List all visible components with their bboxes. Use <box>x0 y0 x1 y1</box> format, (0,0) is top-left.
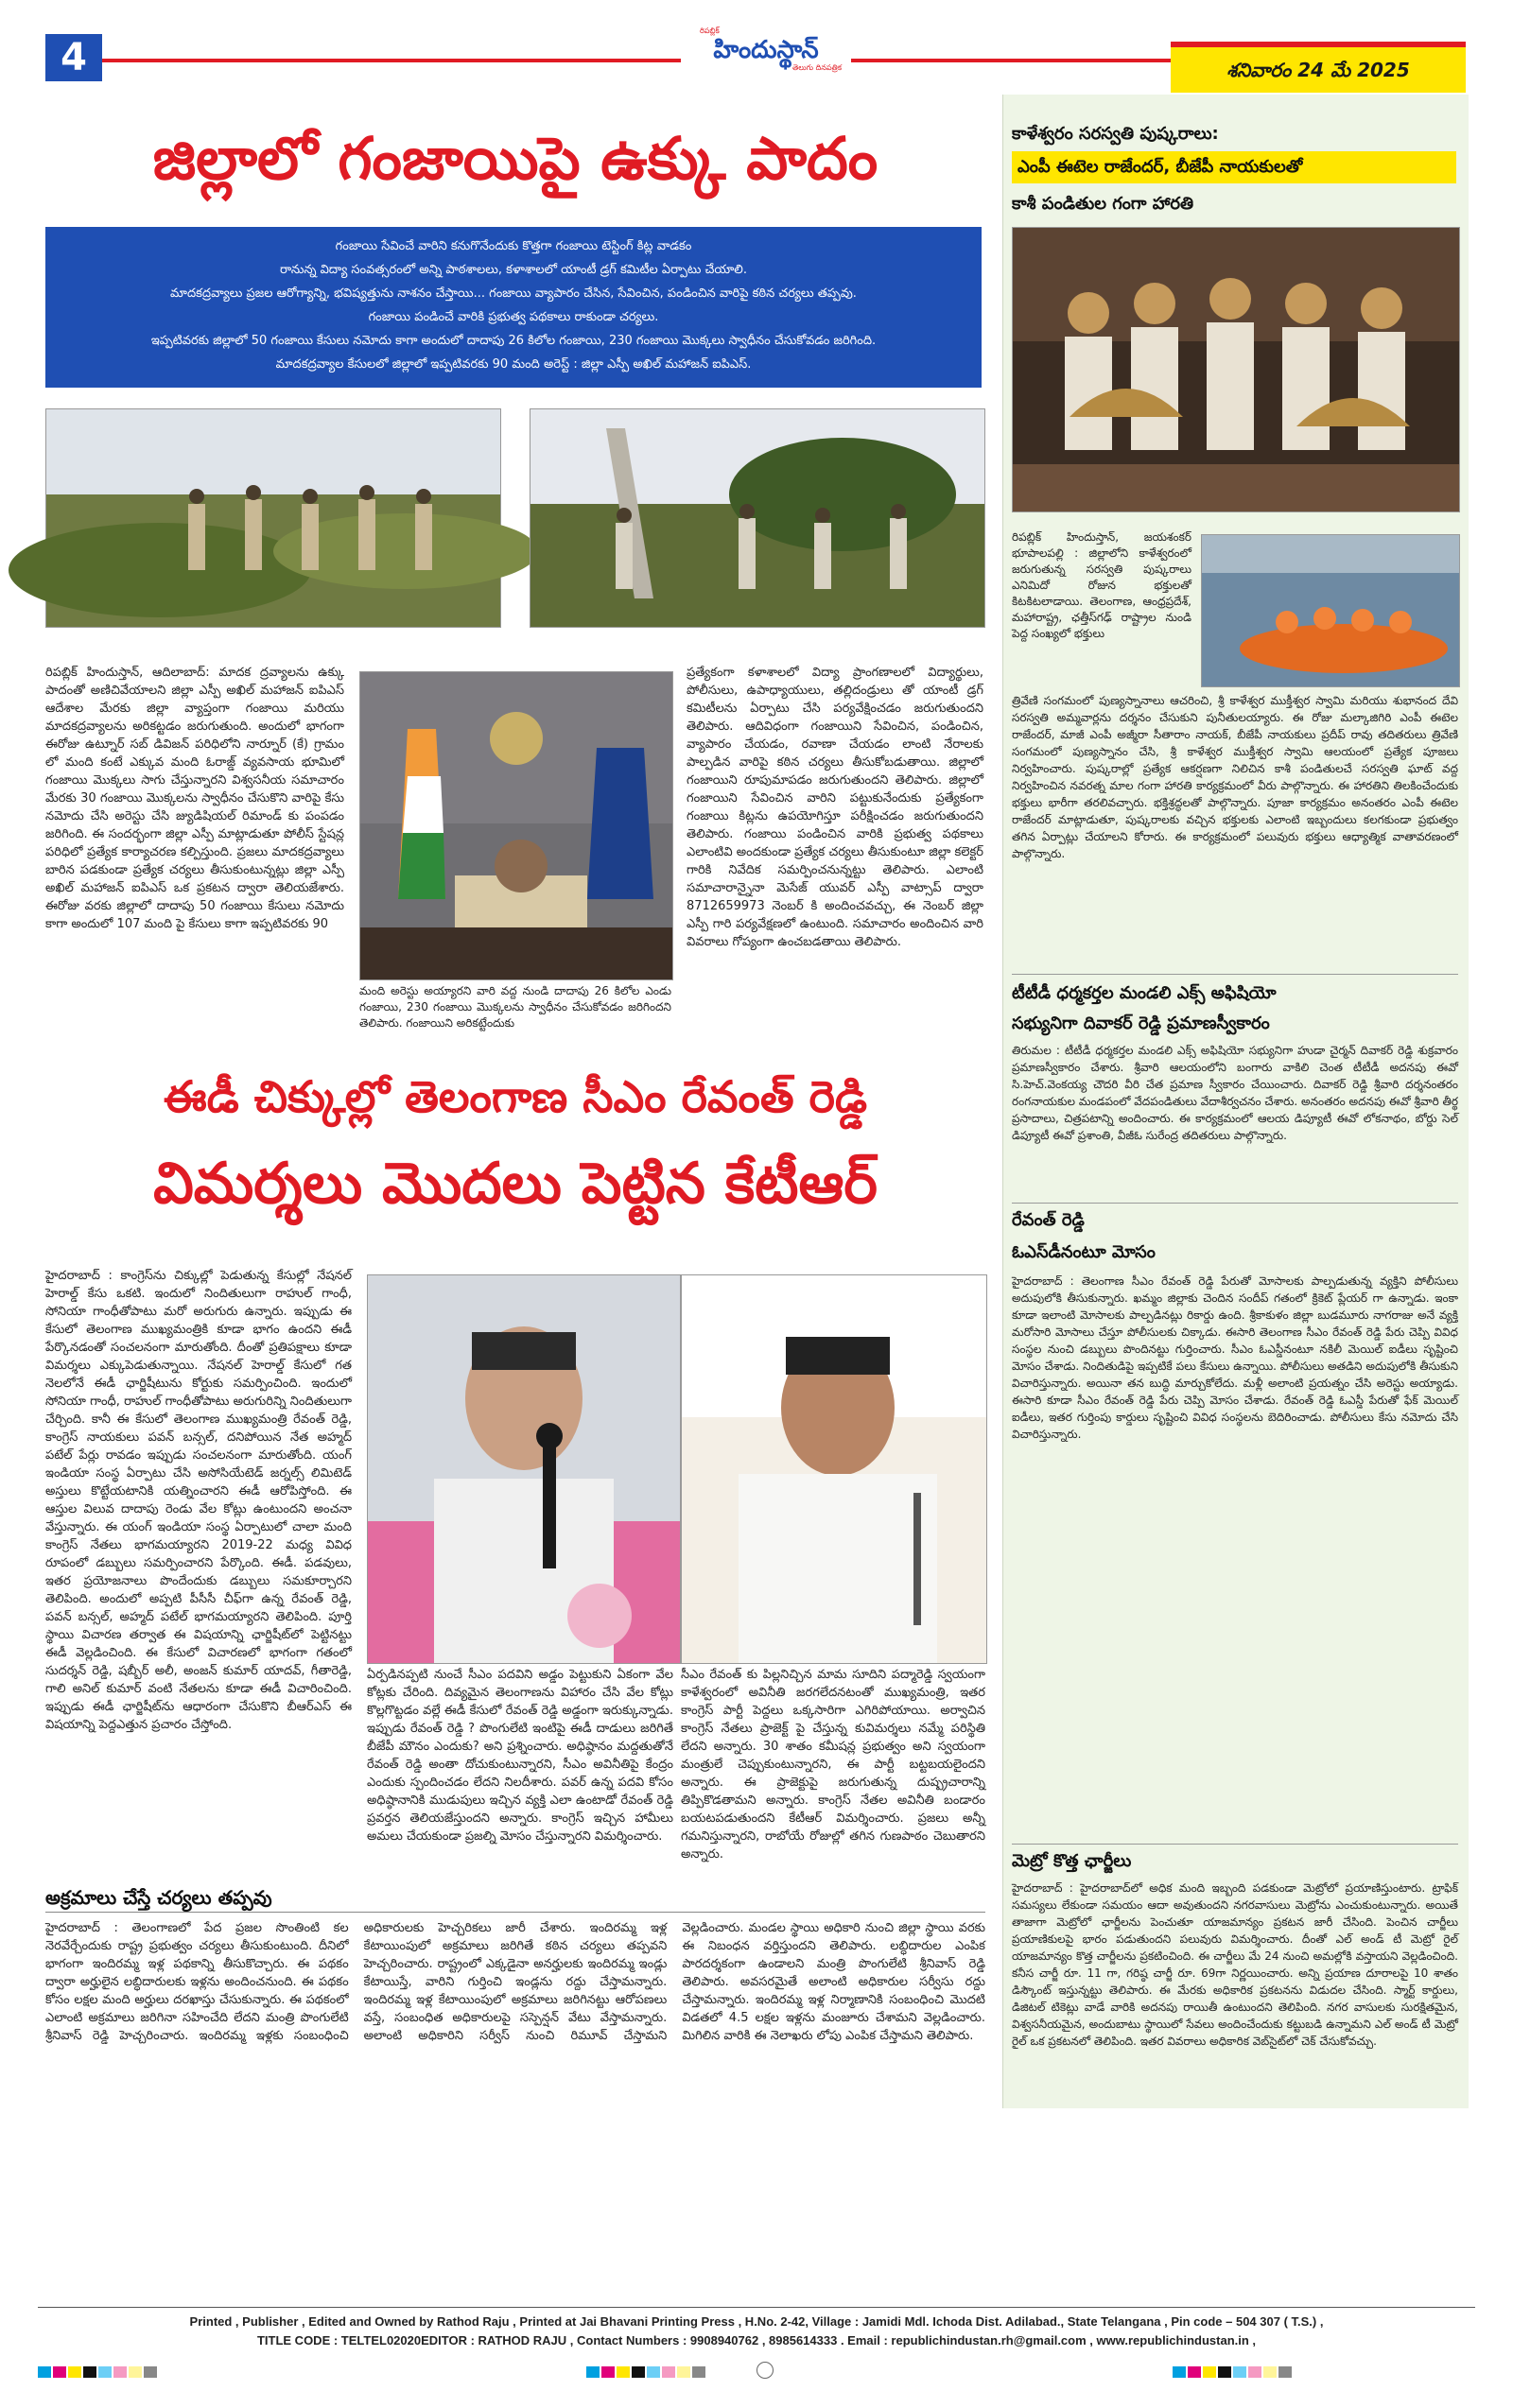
ttd-headline-1: టీటీడీ ధర్మకర్తల మండలి ఎక్స్ అఫిషియో <box>1012 983 1277 1003</box>
boat-rescue-image <box>1202 535 1459 686</box>
ganga-harathi-image <box>1013 228 1459 511</box>
field-photo-right <box>530 408 985 628</box>
bottom-story-rule <box>45 1912 985 1913</box>
story1-column-1 <box>45 664 344 1031</box>
ttd-body <box>1012 1042 1458 1201</box>
bottom-story-text: హైదరాబాద్ : తెలంగాణలో పేద ప్రజల సొంతింటి కల నెరవేర్చేందుకు రాష్ట్ర ప్రభుత్వం చర్యలు తీసుకుంటుంది. దీనిలో భాగంగా ఇందిరమ్మ ఇళ్ల పథకాన్ని తీసుకొచ్చారు. ఈ పథకం ద్వారా అర్హులైన లబ్ధిదారులకు ఇళ్లను అందించనుంది. ఈ పథకం కోసం లక్షల మంది అర్హులు దరఖాస్తు చేసుకున్నారు. ఈ పథకంలో ఎలాంటి అక్రమాలు జరిగినా సహించేది లేదని మంత్రి పొంగులేటి శ్రీనివాస్ రెడ్డి హెచ్చరించారు. ఇందిరమ్మ ఇళ్లకు సంబంధించి అధికారులకు హెచ్చరికలు జారీ చేశారు. ఇందిరమ్మ ఇళ్ల కేటాయింపులో అక్రమాలు జరిగితే కఠిన చర్యలు తప్పవని హెచ్చరించారు. రాష్ట్రంలో ఎక్కడైనా అనర్హులకు ఇందిరమ్మ ఇండ్లు కేటాయిస్తే, వారిని గుర్తించి ఇండ్లను రద్దు చేస్తామన్నారు. ఇందిరమ్మ ఇళ్ల కేటాయింపులో అక్రమాలు జరిగినట్టు ఆరోపణలు వస్తే, సంబంధిత అధికారులపై సస్పెన్షన్ వేటు వేస్తామన్నారు. అలాంటి అధికారిని సర్వీస్ నుంచి రిమూవ్ చేస్తామని వెల్లడించారు. మండల స్థాయి అధికారి నుంచి జిల్లా స్థాయి వరకు ఈ నిబంధన వర్తిస్తుందని తెలిపారు. లబ్ధిదారుల ఎంపిక పారదర్శకంగా ఉండాలని మంత్రి పొంగులేటి శ్రీనివాస్ రెడ్డి తెలిపారు. అవసరమైతే అలాంటి అధికారుల సర్వీసు రద్దు చేస్తామన్నారు. ఇందిరమ్మ ఇళ్ల నిర్మాణానికి సంబంధించి మొదటి విడతలో 4.5 లక్షల ఇళ్లను మంజూరు చేశామని వెల్లడించారు. మిగిలిన వారికి ఈ నెలాఖరు లోపు ఎంపిక చేస్తామని తెలిపారు. <box>45 1921 985 2043</box>
kaleshwaram-body-text: త్రివేణి సంగమంలో పుణ్యస్నానాలు ఆచరించి, శ్రీ కాళేశ్వర ముక్తీశ్వర స్వామి మరియు శుభానంద దేవి సరస్వతి అమ్మవార్లను దర్శనం చేసుకుని పునీతులయ్యారు. ఈ రోజు మల్కాజిగిరి ఎంపీ ఈటెల రాజేందర్, మాజీ ఎంపీ అజ్మీరా సీతారాం నాయక్, బీజేపీ నాయకులు ప్రదీప్ రావు తదితరులు త్రివేణి సంగమంలో పుణ్యస్నానం చేసి, శ్రీ కాళేశ్వర ముక్తీశ్వర స్వామి ఆలయంలో ప్రత్యేక పూజలు నిర్వహించారు. పుష్కరాల్లో ప్రత్యేక ఆకర్షణగా నిలిచిన కాశీ పండితులచే సరస్వతి ఘాట్ వద్ద నిర్వహించిన నవరత్న మాల గంగా హారతి కార్యక్రమంలో వీరు పాల్గొన్నారు. ఈ హారతిని తిలకించేందుకు భక్తులు భారీగా తరలివచ్చారు. భక్తిశ్రద్ధలతో పాల్గొన్నారు. పూజా కార్యక్రమం అనంతరం ఎంపీ ఈటెల రాజేందర్ మాట్లాడుతూ, పుష్కరాలకు వచ్చిన భక్తులకు ఎలాంటి ఇబ్బందులు కలగకుండా ప్రభుత్వం తగిన ఏర్పాట్లు చేయాలని కోరారు. ఈ కార్యక్రమంలో పలువురు భక్తులు ఆధ్యాత్మిక వాతావరణంలో పాల్గొన్నారు. <box>1012 694 1458 860</box>
paper-tag-bottom: తెలుగు దినపత్రిక <box>791 63 842 72</box>
osd-headline-2: ఓఎస్‌డీనంటూ మోసం <box>1012 1242 1156 1262</box>
sp-portrait-image <box>360 672 672 979</box>
date-box <box>1171 42 1466 93</box>
paper-logo <box>681 26 851 72</box>
sp-portrait-photo <box>359 671 673 980</box>
ttd-headline-2: సభ్యునిగా దివాకర్ రెడ్డి ప్రమాణస్వీకారం <box>1012 1013 1270 1033</box>
footer-rule <box>38 2307 1475 2308</box>
sp-photo-caption-box <box>359 983 671 1032</box>
ktr-photo <box>367 1274 681 1664</box>
box-line: మాదకద్రవ్యాలు ప్రజల ఆరోగ్యాన్ని, భవిష్యత్తును నాశనం చేస్తాయి... గంజాయి వ్యాపారం చేసిన, సేవించిన, పండించిన వారిపై కఠిన చర్యలు తప్పవు. <box>170 286 857 301</box>
osd-body-text: హైదరాబాద్ : తెలంగాణ సీఎం రేవంత్ రెడ్డి పేరుతో మోసాలకు పాల్పడుతున్న వ్యక్తిని పోలీసులు అదుపులోకి తీసుకున్నారు. ఖమ్మం జిల్లాకు చెందిన సందీప్ గతంలో క్రికెట్ ప్లేయర్ గా ఉన్నాడు. ఇంకా కూడా ఇలాంటి మోసాలకు పాల్పడినట్లు రికార్డు ఉంది. శ్రీకాకుళం జిల్లా బుడమూరు నాగరాజు అనే వ్యక్తి మరోసారి మోసాలు చేస్తూ పోలీసులకు చిక్కాడు. ఈసారి తెలంగాణ సీఎం రేవంత్ రెడ్డి పేరు చెప్పి వివిధ సంస్థల నుంచి డబ్బులు పొందినట్టు గుర్తించారు. సీఎం ఓఎస్డీనంటూ నకిలీ మెయిల్ ఐడీలు సృష్టించి మోసం చేశాడు. నిందితుడిపై ఇప్పటికే పలు కేసులు ఉన్నాయి. పోలీసులు అతడిని అదుపులోకి తీసుకుని విచారిస్తున్నారు. అయినా తన బుద్ధి మార్చుకోలేదు. మళ్లీ అలాంటి ప్రయత్నం చేసి అరెస్టు అయ్యాడు. ఈసారి కూడా సీఎం రేవంత్ రెడ్డి పేరు చెప్పి మోసం చేశాడు. రేవంత్ రెడ్డి ఓఎస్డీ పేరుతో ఫేక్ మెయిల్ ఐడీలు, ఇతర గుర్తింపు కార్డులు సృష్టించి వివిధ సంస్థలను బెదిరించాడు. పోలీసులు కేసు నమోదు చేసి విచారిస్తున్నారు. <box>1012 1274 1458 1441</box>
boat-rescue-photo <box>1201 534 1460 687</box>
story2-headline-1: ఈడీ చిక్కుల్లో తెలంగాణ సీఎం రేవంత్ రెడ్డి <box>164 1071 867 1122</box>
metro-body <box>1012 1880 1458 2101</box>
right-divider-2 <box>1012 1203 1458 1204</box>
issue-date: శనివారం 24 మే 2025 <box>1226 59 1410 81</box>
story2-body-1: హైదరాబాద్ : కాంగ్రెస్‌ను చిక్కుల్లో పెడుతున్న కేసుల్లో నేషనల్ హెరాల్డ్ కేసు ఒకటి. ఇందులో నిందితులుగా రాహుల్ గాంధీ, సోనియా గాంధీతోపాటు మరో అరుగురు ఉన్నారు. ఇప్పుడు ఈ కేసులో తెలంగాణ ముఖ్యమంత్రికి కూడా భాగం ఉందని ఈడీ పేర్కొనడంతో సంచలనంగా మారుతోంది. దీంతో ప్రతిపక్షాలు కూడా విమర్శలు ఎక్కుపెడుతున్నాయి. నేషనల్ హెరాల్డ్ కేసులో గత నెలలోనే ఈడీ ఛార్జిషీటును కోర్టుకు సమర్పించింది. ఇందులో సోనియా గాంధీ, రాహుల్ గాంధీతోపాటు అరుగురిన్ని నిందితులుగా చేర్చింది. కానీ ఈ కేసులో తెలంగాణ ముఖ్యమంత్రి రేవంత్ రెడ్డి, కాంగ్రెస్ నాయకులు పవన్ బన్సల్, దనిపోయిన నేత అహ్మద్ పటేల్ పేర్లు రావడం ఇప్పుడు సంచలనంగా మారుతోంది. యంగ్ ఇండియా సంస్థ ఏర్పాటు చేసి అసోసియేటెడ్ జర్నల్స్ లిమిటెడ్ అస్తులు కొట్టేయటానికి యత్నించారని ఈడీ ఆరోపిస్తోంది. ఈ ఆస్తుల విలువ దాదాపు రెండు వేల కోట్లు ఉంటుందని అంచనా వేస్తున్నారు. ఈ యంగ్ ఇండియా సంస్థ ఏర్పాటులో చాలా మంది కాంగ్రెస్ నేతలు భాగమయ్యారని 2019-22 మధ్య వివిధ రూపంలో డబ్బులు సమర్పించారని పేర్కొంది. ఈడీ. పడవులు, ఇతర ప్రయోజనాలు పొందేందుకు డబ్బులు సమకూర్చారని తెలిపింది. అందులో అప్పటి పీసీసీ చీఫ్‌గా ఉన్న రేవంత్ రెడ్డి, పవన్ బన్సల్, అహ్మద్ పటేల్ భాగమయ్యారని తెలిపింది. పూర్తి స్థాయి విచారణ తర్వాత ఈ విషయాన్ని ఛార్జిషీట్‌లో పెట్టినట్టు ఈడీ వెల్లడించింది. ఈ కేసులో విచారణలో భాగంగా గతంలో సుదర్శన్ రెడ్డి, షబ్బీర్ అలీ, అంజన్ కుమార్ యాదవ్, గీతారెడ్డి, గాలి అనిల్ కుమార్ వంటి నేతలను కూడా ఈడీ విచారించింది. ఇప్పుడు ఈడీ ఛార్జిషీట్‌ను ఆధారంగా చేసుకొని బీఆర్ఎస్ ఈ విషయాన్ని పెద్దఎత్తున ప్రచారం చేస్తోంది. <box>45 1269 352 1732</box>
bottom-story-headline: అక్రమాలు చేస్తే చర్యలు తప్పవు <box>45 1886 272 1909</box>
ganga-harathi-photo <box>1012 227 1460 512</box>
right-divider-3 <box>1012 1844 1458 1845</box>
imprint-line-1: Printed , Publisher , Edited and Owned by Rathod Raju , Printed at Jai Bhavani Printing Press , H.No. 2-42, Village : Jamidi Mdl. Ichoda Dist. Adilabad., State Telangana , Pin code – 504 307 ( T.S.) , <box>189 2314 1324 2329</box>
story2-column-3 <box>681 1666 985 1874</box>
paper-tag-top: రిపబ్లిక్ <box>700 26 720 35</box>
ttd-body-text: తిరుమల : టీటీడీ ధర్మకర్తల మండలి ఎక్స్ అఫిషియో సభ్యునిగా హుడా చైర్మన్ దివాకర్ రెడ్డి శుక్రవారం ప్రమాణస్వీకారం చేశారు. శ్రీవారి ఆలయంలోని బంగారు వాకిలి చెంత టీటీడీ అదనపు ఈవో సి.హెచ్.వెంకయ్య చౌదరి వీరి చేత ప్రమాణ స్వీకారం చేయించారు. దివాకర్ రెడ్డి శ్రీవారి దర్శనంతరం రంగనాయకుల మండపంలో వేదపండితులు వేదాశీర్వచనం చేశారు. అనంతరం అదనపు ఈవో శ్రీవారి తీర్థ ప్రసాదాలు, చిత్రపటాన్ని అందించారు. ఈ కార్యక్రమంలో ఆలయ డిప్యూటీ ఈవో లోకనాథం, బోర్డు సెల్ డిప్యూటీ ఈవో ప్రశాంతి, వీజీఓ సురేంద్ర తదితరులు పాల్గొన్నారు. <box>1012 1044 1458 1142</box>
revanth-photo <box>681 1274 987 1664</box>
kaleshwaram-headline-2 <box>1012 151 1456 183</box>
story2-headline-2: విమర్శలు మొదలు పెట్టిన కేటీఆర్ <box>153 1151 878 1217</box>
masthead-rule <box>102 59 1171 62</box>
metro-body-text: హైదరాబాద్ : హైదరాబాద్‌లో అధిక మంది ఇబ్బంది పడకుండా మెట్రోలో ప్రయాణిస్తుంటారు. ట్రాఫిక్ సమస్యలు లేకుండా సమయం ఆదా అవుతుందని నగరవాసులు మెట్రోను ఎంచుకుంటున్నారు. అయితే తాజాగా మెట్రోలో ఛార్జీలను పెంచుతూ యాజమాన్యం ప్రకటన జారీ చేసింది. పెంచిన చార్జీలు ప్రయాణికులపై భారం పడుతుందని పలువురు విమర్శించారు. దీంతో ఎల్ అండ్ టీ మెట్రో రైల్ యాజమాన్యం కొత్త చార్జీలను ప్రకటించింది. ఈ చార్జీలు మే 24 నుంచి అమల్లోకి వస్తాయని వెల్లడించింది. కనీస చార్జీ రూ. 11 గా, గరిష్ఠ చార్జీ రూ. 69గా నిర్ణయించారు. అన్ని ప్రయాణ దూరాలపై 10 శాతం డిస్కౌంట్ ఇస్తున్నట్టు తెలిపారు. ఈ మేరకు అధికారిక ప్రకటనను విడుదల చేసింది. స్మార్ట్ కార్డులు, డిజిటల్ టికెట్లు వాడే వారికి అదనపు రాయితీ ఉంటుందని తెలిపింది. నగర వాసులకు సురక్షితమైన, విశ్వసనీయమైన, అందుబాటు స్థాయిలో సేవలు అందించేందుకు కట్టుబడి ఉన్నామని ఎల్ అండ్ టీ మెట్రో రైల్ ఒక ప్రకటనలో తెలిపింది. ఇతర వివరాలు అధికారిక వెబ్‌సైట్‌లో చెక్ చేసుకోవచ్చు. <box>1012 1881 1458 2048</box>
story1-column-3 <box>687 664 983 1031</box>
osd-body <box>1012 1273 1458 1755</box>
right-divider-1 <box>1012 974 1458 975</box>
kaleshwaram-headline-3: కాశీ పండితుల గంగా హారతి <box>1012 194 1194 214</box>
registration-mark <box>756 2362 774 2379</box>
revanth-photo-image <box>682 1275 986 1663</box>
story2-body-3: సీఎం రేవంత్ కు పిల్లనిచ్చిన మామ సూదిని పద్మారెడ్డి స్వయంగా కాళేశ్వరంలో అవినీతి జరగలేదనటంతో ముఖ్యమంత్రి, ఇతర కాంగ్రెస్ పార్టీ పెద్దలు ఒక్కసారిగా ఎగిరిపోయాయి. అర్వాచిన కాంగ్రెస్ నేతలు ప్రాజెక్ట్ పై చేస్తున్న కువిమర్శలు నమ్మే పరిస్థితి లేదని అన్నారు. 30 శాతం కమీషన్ల ప్రభుత్వం అని స్వయంగా మంత్రులే చెప్పుకుంటున్నారని, ఈ పార్టీ బట్టబయలైందని అన్నారు. ఈ ప్రాజెక్టుపై జరుగుతున్న దుష్ప్రచారాన్ని తిప్పికొడతామని అన్నారు. కాంగ్రెస్ నేతల అవినీతి బండారం బయటపడుతుందని కేటీఆర్ విమర్శించారు. ప్రజలు అన్నీ గమనిస్తున్నారని, రాబోయే రోజుల్లో తగిన గుణపాఠం చెబుతారని అన్నారు. <box>681 1668 985 1862</box>
kaleshwaram-headline-2-text: ఎంపీ ఈటెల రాజేందర్, బీజేపీ నాయకులతో <box>1017 157 1303 177</box>
sp-photo-caption: మంది అరెస్టు అయ్యారని వారి వద్ద నుండి దాదాపు 26 కిలోల ఎండు గంజాయి, 230 గంజాయి మొక్కలను స్వాధీనం చేసుకోవడం జరిగిందని తెలిపారు. గంజాయిని అరికట్టేందుకు <box>359 984 671 1030</box>
box-line: ఇప్పటివరకు జిల్లాలో 50 గంజాయి కేసులు నమోదు కాగా అందులో దాదాపు 26 కిలోల గంజాయి, 230 గంజాయి మొక్కలు స్వాధీనం చేసుకోవడం జరిగింది. <box>150 334 877 348</box>
osd-headline-1: రేవంత్ రెడ్డి <box>1012 1210 1085 1230</box>
kaleshwaram-headline-1: కాళేశ్వరం సరస్వతి పుష్కరాలు: <box>1012 124 1219 144</box>
page-number-box <box>45 34 102 81</box>
color-registration-bar-mid <box>586 2364 707 2377</box>
kaleshwaram-dateline <box>1012 529 1191 690</box>
color-registration-bar-right <box>1173 2364 1294 2377</box>
kaleshwaram-body <box>1012 692 1458 976</box>
story2-column-1 <box>45 1267 352 1732</box>
field-photo-right-image <box>530 409 984 627</box>
box-line: రానున్న విద్యా సంవత్సరంలో అన్ని పాఠశాలలు, కళాశాలలో యాంటీ డ్రగ్ కమిటీల ఏర్పాటు చేయాలి. <box>280 263 747 277</box>
story2-column-1b <box>45 1726 352 1874</box>
story1-body-3: ప్రత్యేకంగా కళాశాలలో విద్యా ప్రాంగణాలలో విద్యార్థులు, పోలీసులు, ఉపాధ్యాయులు, తల్లిదండ్రులు తో యాంటీ డ్రగ్ కమిటీలను ఏర్పాటు చేసి పర్యవేక్షించడం జరుగుతుందని తెలిపారు. ఆదివిధంగా గంజాయిని సేవించిన, పండించిన, వ్యాపారం చేయడం, రవాణా చేయడం లాంటి నేరాలకు పాల్పడిన వారిపై కఠిన చర్యలు తీసుకోబడుతాయి. జిల్లాలో గంజాయిని రూపుమాపడం జరుగుతుందని తెలిపారు. జిల్లాలో గంజాయిని సేవించిన వారిని పట్టుకునేందుకు ప్రత్యేకంగా గంజాయి కిట్లను ఉపయోగిస్తూ పరీక్షించడం జరుగుతుందని తెలిపారు. గంజాయి పండించిన వారికి ప్రభుత్వ పథకాలు ఎలాంటివి అందకుండా ప్రత్యేక చర్యలు తీసుకుంటూ జిల్లా కలెక్టర్ గారికి నివేదిక సమర్పించనున్నట్టు తెలిపారు. ఎలాంటి సమాచారాన్నైనా మెసేజ్ యువర్ ఎస్పీ వాట్సాప్ ద్వారా 8712659973 నెంబర్ కి అందించవచ్చు, ఈ నెంబర్ జిల్లా ఎస్పీ గారి పర్యవేక్షణలో ఉంటుంది. సమాచారం అందించిన వారి వివరాలు గోప్యంగా ఉంచబడతాయి తెలిపారు. <box>687 666 983 949</box>
box-line: మాదకద్రవ్యాల కేసులలో జిల్లాలో ఇప్పటివరకు 90 మంది అరెస్ట్ : జిల్లా ఎస్పీ అఖిల్ మహాజన్ ఐపిఎస్. <box>275 357 752 372</box>
field-photo-left <box>45 408 501 628</box>
story2-column-2 <box>367 1666 673 1874</box>
story2-body-2: ఏర్పడినప్పటి నుంచే సీఎం పదవిని అడ్డం పెట్టుకుని ఏకంగా వేల కోట్లకు చేరింది. దివ్యమైన తెలంగాణను విహారం చేసి వేల కోట్లు కొల్లగొట్టడం వల్లే ఈడీ కేసులో రేవంత్ రెడ్డి అడ్డంగా ఇరుక్కున్నాడు. ఇప్పుడు రేవంత్ రెడ్డి ? పొంగులేటి ఇంటిపై ఈడీ దాడులు జరిగితే బీజేపీ మౌనం ఎందుకు? అని ప్రశ్నించారు. అధిష్ఠానం మద్దతుతోనే రేవంత్ రెడ్డి అంతా దోచుకుంటున్నారని, సీఎం అవినీతిపై కేంద్రం ఎందుకు స్పందించడం లేదని నిలదీశారు. పవర్ ఉన్న పదవి కోసం అధిష్ఠానానికి ముడుపులు ఇచ్చిన వ్యక్తి ఎలా ఉంటాడో రేవంత్ రెడ్డి ప్రవర్తన తెలియజేస్తుందని అన్నారు. కాంగ్రెస్ ఇచ్చిన హామీలు అమలు చేయకుండా ప్రజల్ని మోసం చేస్తున్నారని విమర్శించారు. <box>367 1668 673 1844</box>
color-registration-bar-left <box>38 2364 159 2377</box>
box-line: గంజాయి పండించే వారికి ప్రభుత్వ పథకాలు రాకుండా చర్యలు. <box>368 310 659 324</box>
paper-name: హిందుస్థాన్ <box>681 37 851 63</box>
kaleshwaram-dateline-text: రిపబ్లిక్ హిందుస్తాన్, జయశంకర్ భూపాలపల్లి : జిల్లాలోని కాళేశ్వరంలో జరుగుతున్న సరస్వతి పుష్కరాలు ఎనిమిదో రోజున భక్తులతో కిటకిటలాడాయి. తెలంగాణ, ఆంధ్రప్రదేశ్, మహారాష్ట్ర, ఛత్తీస్‌గఢ్ రాష్ట్రాల నుండి పెద్ద సంఖ్యలో భక్తులు <box>1012 530 1191 640</box>
field-photo-left-image <box>46 409 500 627</box>
story1-headline: జిల్లాలో గంజాయిపై ఉక్కు పాదం <box>152 124 878 193</box>
page-number: 4 <box>61 36 87 79</box>
box-line: గంజాయి సేవించే వారిని కనుగొనేందుకు కొత్తగా గంజాయి టెస్టింగ్ కిట్ల వాడకం <box>335 239 692 253</box>
metro-headline: మెట్రో కొత్త ఛార్జీలు <box>1012 1851 1132 1871</box>
ktr-photo-image <box>368 1275 680 1663</box>
story1-highlight-box <box>45 227 982 388</box>
bottom-story-body <box>45 1919 985 2089</box>
story1-body-1: రిపబ్లిక్ హిందుస్తాన్, ఆదిలాబాద్: మాదక ద్రవ్యాలను ఉక్కు పాదంతో అణిచివేయాలని జిల్లా ఎస్పీ అఖిల్ మహాజన్ ఐపిఎస్ ఆదేశాల మేరకు జిల్లా వ్యాప్తంగా గంజాయి మరియు మాదకద్రవ్యాలను అరికట్టడం జరుగుతుంది. అందులో భాగంగా ఈరోజు ఉట్నూర్ సబ్ డివిజన్ పరిధిలోని నార్నూర్ (కే) గ్రామం లో మంది కంటే ఎక్కువ మంది ఓరాజ్డ్ వ్యవసాయ భూమిలో గంజాయి మొక్కలు సాగు చేస్తున్నారని విశ్వసనీయ సమాచారం మేరకు 30 గంజాయి మొక్కలను స్వాధీనం చేసుకొని వారిపై కేసు నమోదు చేసి అరెస్టు చేసి జ్యుడిషియల్ రిమాండ్ కు పంపడం జరిగింది. ఈ సందర్భంగా జిల్లా ఎస్పీ మాట్లాడుతూ పోలీస్ స్టేషన్ల పరిధిలో ప్రత్యేక కార్యాచరణ కల్పిస్తుంది. ప్రజలు మాదకద్రవ్యాలు బారిన పడకుండా ప్రత్యేక చర్యలు తీసుకుంటున్నట్లు జిల్లా ఎస్పీ అఖిల్ మహాజన్ ఐపిఎస్ ఒక ప్రకటన ద్వారా తెలియజేశారు. ఈరోజు వరకు జిల్లాలో దాదాపు 50 గంజాయి కేసులు నమోదు కాగా అందులో 107 మంది పై కేసులు కాగా ఇప్పటివరకు 90 <box>45 666 344 931</box>
masthead <box>0 0 1513 95</box>
imprint-line-2: TITLE CODE : TELTEL02020EDITOR : RATHOD RAJU , Contact Numbers : 9908940762 , 8985614333 . Email : republichindustan.rh@gmail.com , www.republichindustan.in , <box>256 2333 1257 2347</box>
